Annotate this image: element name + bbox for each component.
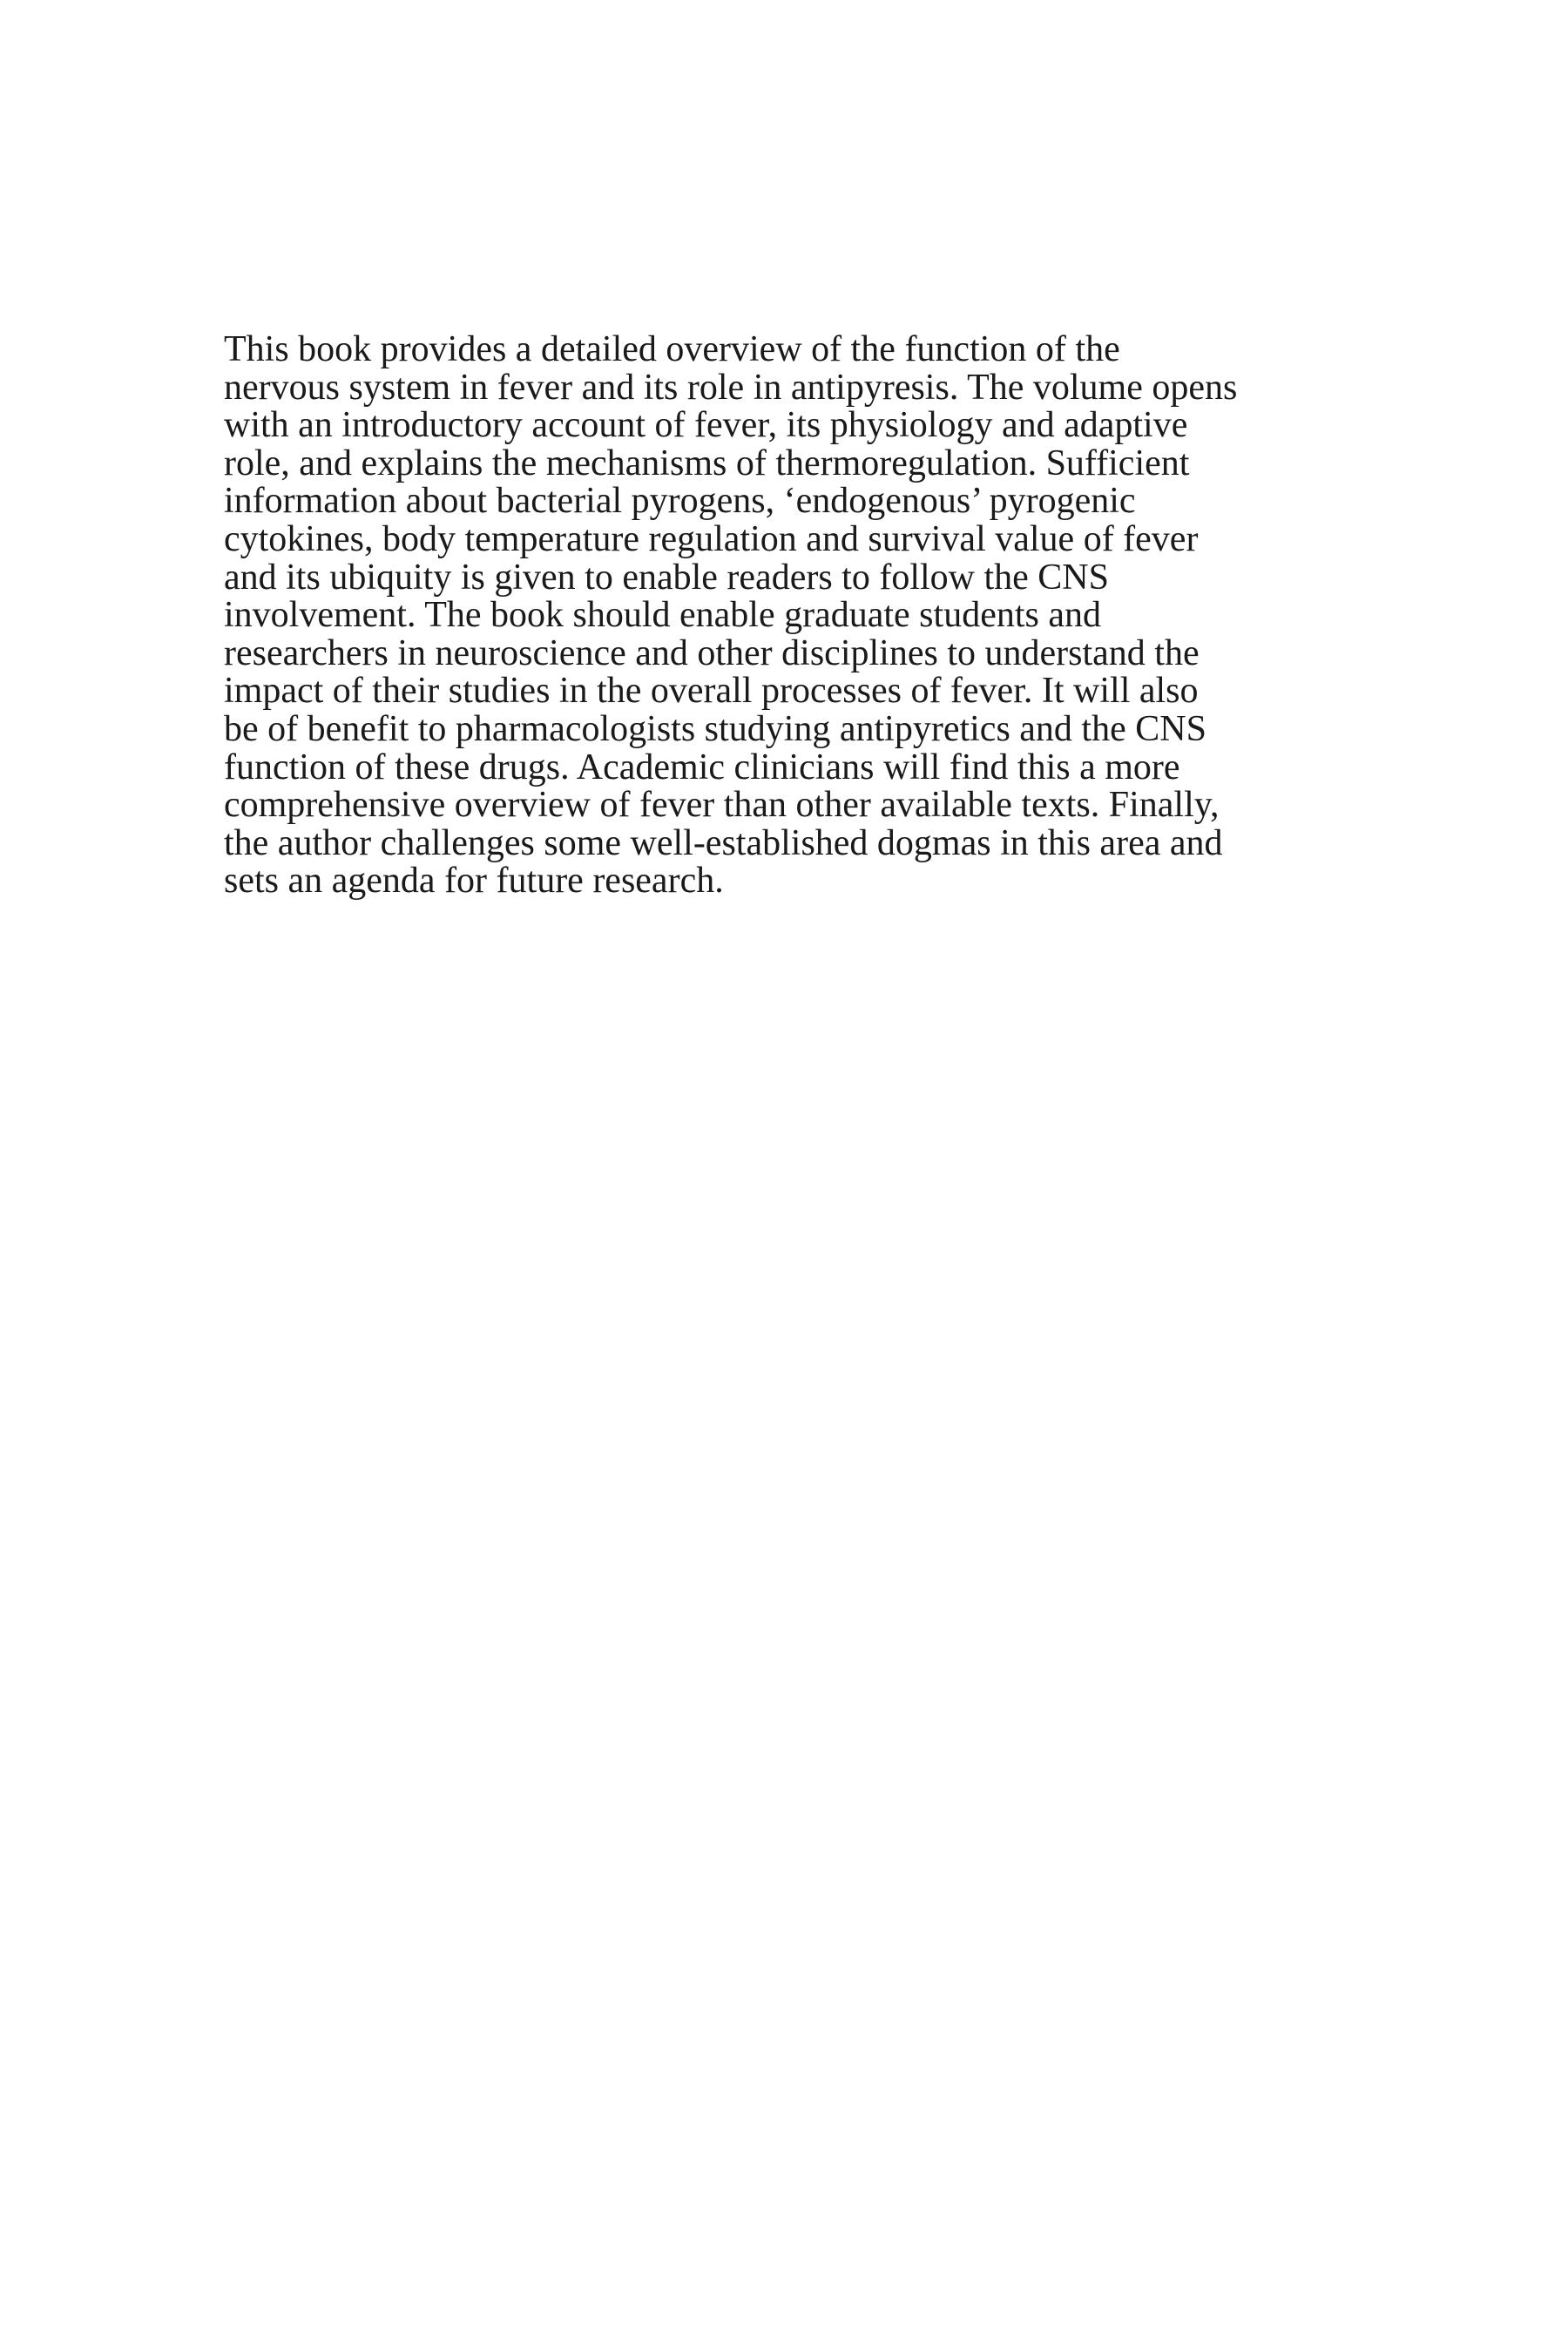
text-line: the author challenges some well-established dogmas in this area and [224, 822, 1223, 863]
text-line: researchers in neuroscience and other disciplines to understand the [224, 632, 1200, 673]
text-line: be of benefit to pharmacologists studying antipyretics and the CNS [224, 708, 1206, 749]
text-line: sets an agenda for future research. [224, 861, 724, 902]
text-line: information about bacterial pyrogens, ‘endogenous’ pyrogenic [224, 481, 1136, 522]
text-line: with an introductory account of fever, its physiology and adaptive [224, 405, 1188, 446]
text-line: comprehensive overview of fever than other available texts. Finally, [224, 785, 1220, 826]
text-line: involvement. The book should enable graduate students and [224, 595, 1101, 636]
text-line: role, and explains the mechanisms of thermoregulation. Sufficient [224, 443, 1190, 483]
text-line: impact of their studies in the overall processes of fever. It will also [224, 671, 1199, 712]
text-line: function of these drugs. Academic clinicians will find this a more [224, 747, 1180, 787]
text-line: and its ubiquity is given to enable readers to follow the CNS [224, 557, 1109, 598]
text-line: This book provides a detailed overview of the function of the [224, 329, 1120, 369]
text-line: cytokines, body temperature regulation and survival value of fever [224, 518, 1199, 559]
book-description-paragraph [224, 331, 1391, 901]
text-line: nervous system in fever and its role in antipyresis. The volume opens [224, 367, 1238, 408]
